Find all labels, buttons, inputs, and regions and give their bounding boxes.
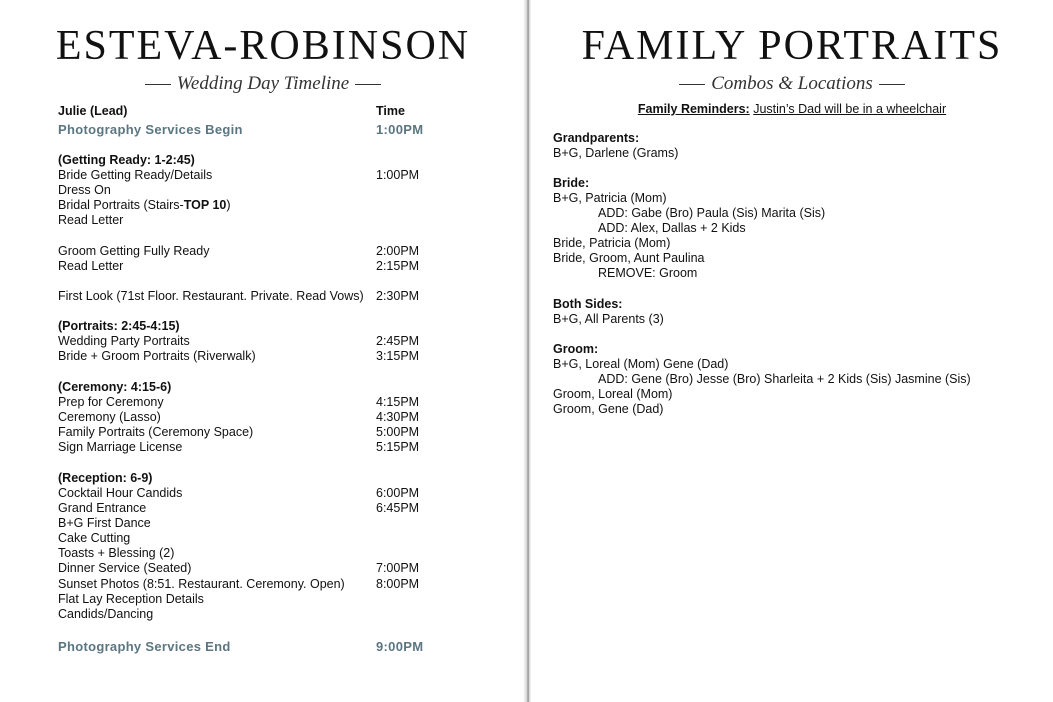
portrait-combo-add: ADD: Gabe (Bro) Paula (Sis) Marita (Sis) [598,206,826,220]
group-heading: Groom: [553,342,599,356]
group-heading: Grandparents: [553,131,640,145]
timeline-time: 2:30PM [376,289,420,303]
subtitle-rule-left [145,84,171,85]
services-begin-label: Photography Services Begin [58,122,243,137]
timeline-item-suffix: ) [226,198,231,212]
section-heading: (Ceremony: 4:15-6) [58,380,172,394]
subtitle-rule-right [879,84,905,85]
portrait-combo: Groom, Gene (Dad) [553,402,664,416]
portrait-combo-remove: REMOVE: Groom [598,266,698,280]
portraits-title: FAMILY PORTRAITS [581,23,1003,69]
timeline-item-prefix: Bridal Portraits (Stairs- [58,198,184,212]
timeline-item: Dress On [58,183,111,197]
timeline-item: Read Letter [58,259,124,273]
timeline-item: Sunset Photos (8:51. Restaurant. Ceremony. Open) [58,577,345,591]
timeline-item: Wedding Party Portraits [58,334,190,348]
timeline-item: Bride + Groom Portraits (Riverwalk) [58,349,256,363]
section-heading: (Reception: 6-9) [58,471,153,485]
portrait-combo-add: ADD: Alex, Dallas + 2 Kids [598,221,746,235]
services-begin-time: 1:00PM [376,122,424,137]
timeline-time: 5:15PM [376,440,420,454]
timeline-item [58,198,231,213]
subtitle-rule-right [355,84,381,85]
family-reminder-label: Family Reminders: [637,102,750,116]
services-end-label: Photography Services End [58,639,231,654]
column-header-lead: Julie (Lead) [58,104,128,118]
group-heading: Bride: [553,176,590,190]
timeline-time: 5:00PM [376,425,420,439]
timeline-item: B+G First Dance [58,516,151,530]
timeline-item: Family Portraits (Ceremony Space) [58,425,254,439]
timeline-item: Prep for Ceremony [58,395,164,409]
timeline-time: 4:30PM [376,410,420,424]
timeline-item: Groom Getting Fully Ready [58,244,210,258]
family-reminder-text: Justin’s Dad will be in a wheelchair [753,102,947,116]
section-heading: (Portraits: 2:45-4:15) [58,319,180,333]
timeline-item: Toasts + Blessing (2) [58,546,175,560]
timeline-item: Bride Getting Ready/Details [58,168,213,182]
section-heading: (Getting Ready: 1-2:45) [58,153,195,167]
timeline-item: Grand Entrance [58,501,147,515]
timeline-item-emphasis: TOP 10 [183,198,227,212]
portrait-combo: Bride, Patricia (Mom) [553,236,671,250]
portraits-subtitle [531,72,1053,96]
column-header-time: Time [376,104,405,118]
services-end-time: 9:00PM [376,639,424,654]
timeline-item: Ceremony (Lasso) [58,410,161,424]
timeline-item: Read Letter [58,213,124,227]
timeline-time: 8:00PM [376,577,420,591]
timeline-time: 2:00PM [376,244,420,258]
family-reminder [531,102,1053,117]
timeline-time: 4:15PM [376,395,420,409]
portrait-combo: B+G, Patricia (Mom) [553,191,667,205]
timeline-time: 1:00PM [376,168,420,182]
timeline-item: First Look (71st Floor. Restaurant. Private. Read Vows) [58,289,364,303]
timeline-subtitle-text: Wedding Day Timeline [176,73,350,94]
timeline-item: Flat Lay Reception Details [58,592,204,606]
portrait-combo: B+G, Loreal (Mom) Gene (Dad) [553,357,729,371]
portrait-combo: Bride, Groom, Aunt Paulina [553,251,705,265]
subtitle-rule-left [679,84,705,85]
timeline-time: 2:15PM [376,259,420,273]
timeline-time: 6:45PM [376,501,420,515]
timeline-item: Sign Marriage License [58,440,183,454]
timeline-page [0,0,526,702]
portrait-combo: B+G, Darlene (Grams) [553,146,679,160]
timeline-time: 3:15PM [376,349,420,363]
timeline-time: 6:00PM [376,486,420,500]
timeline-item: Cocktail Hour Candids [58,486,183,500]
timeline-item: Candids/Dancing [58,607,154,621]
timeline-item: Cake Cutting [58,531,131,545]
timeline-title: ESTEVA-ROBINSON [55,23,471,69]
portrait-combo-add: ADD: Gene (Bro) Jesse (Bro) Sharleita + 2 Kids (Sis) Jasmine (Sis) [598,372,971,386]
timeline-subtitle [0,72,526,96]
portraits-subtitle-text: Combos & Locations [711,73,873,94]
portrait-combo: B+G, All Parents (3) [553,312,664,326]
group-heading: Both Sides: [553,297,623,311]
timeline-item: Dinner Service (Seated) [58,561,192,575]
timeline-time: 7:00PM [376,561,420,575]
timeline-time: 2:45PM [376,334,420,348]
portrait-combo: Groom, Loreal (Mom) [553,387,673,401]
family-portraits-page [531,0,1053,702]
